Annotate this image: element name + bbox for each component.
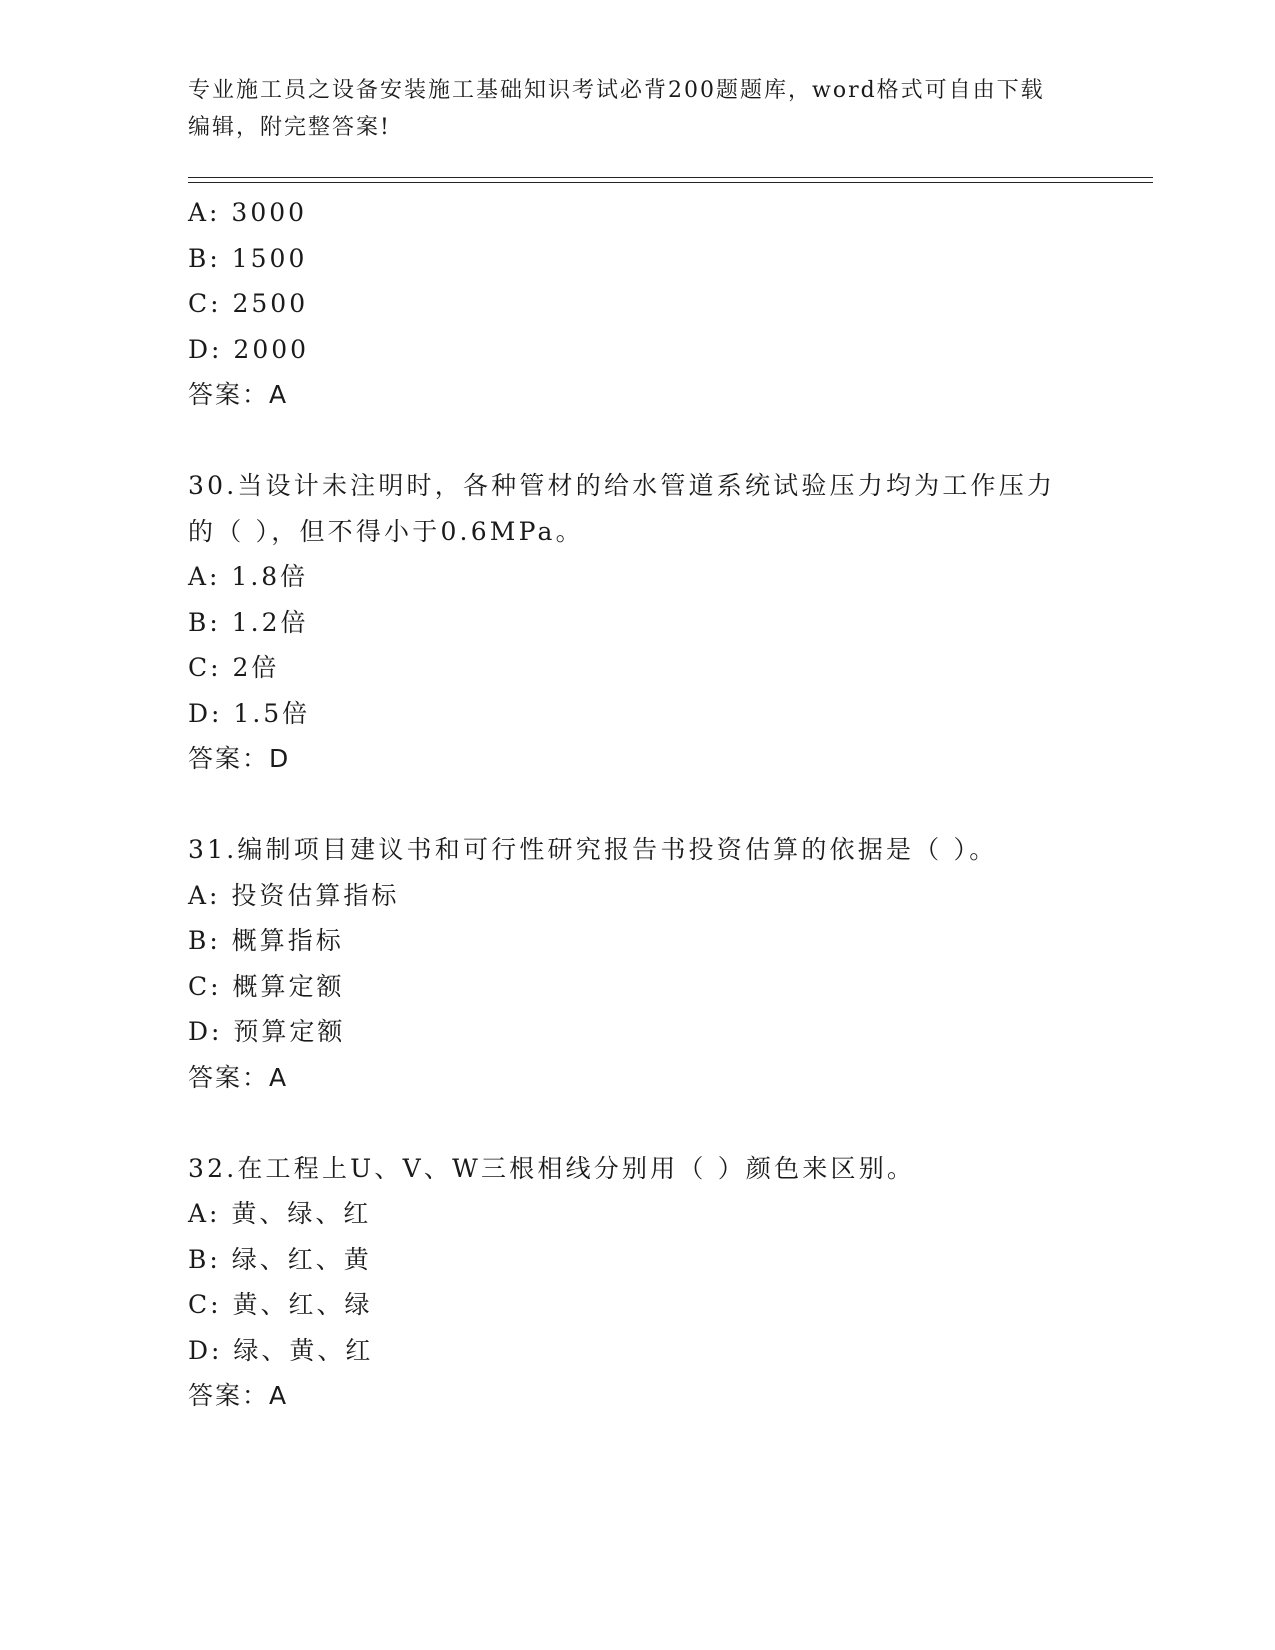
option-d: D: 绿、黄、红	[188, 1335, 374, 1365]
answer-line: 答案：D	[188, 744, 291, 773]
question-30	[188, 463, 1153, 782]
header-divider-top	[188, 177, 1153, 178]
question-29	[188, 190, 1153, 418]
question-32	[188, 1146, 1153, 1419]
document-header	[188, 72, 1088, 146]
option-c: C: 概算定额	[188, 971, 345, 1001]
option-a: A: 投资估算指标	[188, 880, 400, 910]
answer-line: 答案：A	[188, 380, 289, 409]
option-b: B: 1500	[188, 243, 308, 273]
question-31	[188, 827, 1153, 1100]
spacer	[188, 782, 1153, 828]
option-b: B: 概算指标	[188, 926, 344, 955]
answer-line: 答案：A	[188, 1381, 289, 1410]
option-b: B: 1.2倍	[188, 607, 309, 637]
option-a: A: 黄、绿、红	[188, 1199, 372, 1228]
question-stem-line-1: 31.编制项目建议书和可行性研究报告书投资估算的依据是（ ）。	[188, 835, 998, 864]
answer-line: 答案：A	[188, 1062, 289, 1092]
option-a: A: 1.8倍	[188, 562, 309, 591]
option-a: A: 3000	[188, 198, 308, 227]
question-stem-line-2: 的（ ），但不得小于0.6MPa。	[188, 516, 584, 546]
spacer	[188, 418, 1153, 464]
question-stem-line-1: 32.在工程上U、V、W三根相线分别用（ ）颜色来区别。	[188, 1153, 916, 1183]
header-divider-bottom	[188, 182, 1153, 183]
header-title-line-2: 编辑，附完整答案!	[188, 115, 391, 140]
header-title-line-1: 专业施工员之设备安装施工基础知识考试必背200题题库，word格式可自由下载	[188, 78, 1045, 103]
spacer	[188, 1100, 1153, 1146]
option-d: D: 预算定额	[188, 1017, 346, 1046]
option-c: C: 2500	[188, 289, 309, 318]
option-d: D: 1.5倍	[188, 698, 311, 728]
option-c: C: 2倍	[188, 653, 280, 682]
question-list	[188, 190, 1153, 1419]
question-stem-line-1: 30.当设计未注明时，各种管材的给水管道系统试验压力均为工作压力	[188, 471, 1056, 500]
option-d: D: 2000	[188, 334, 310, 364]
option-c: C: 黄、红、绿	[188, 1290, 373, 1319]
option-b: B: 绿、红、黄	[188, 1244, 372, 1274]
